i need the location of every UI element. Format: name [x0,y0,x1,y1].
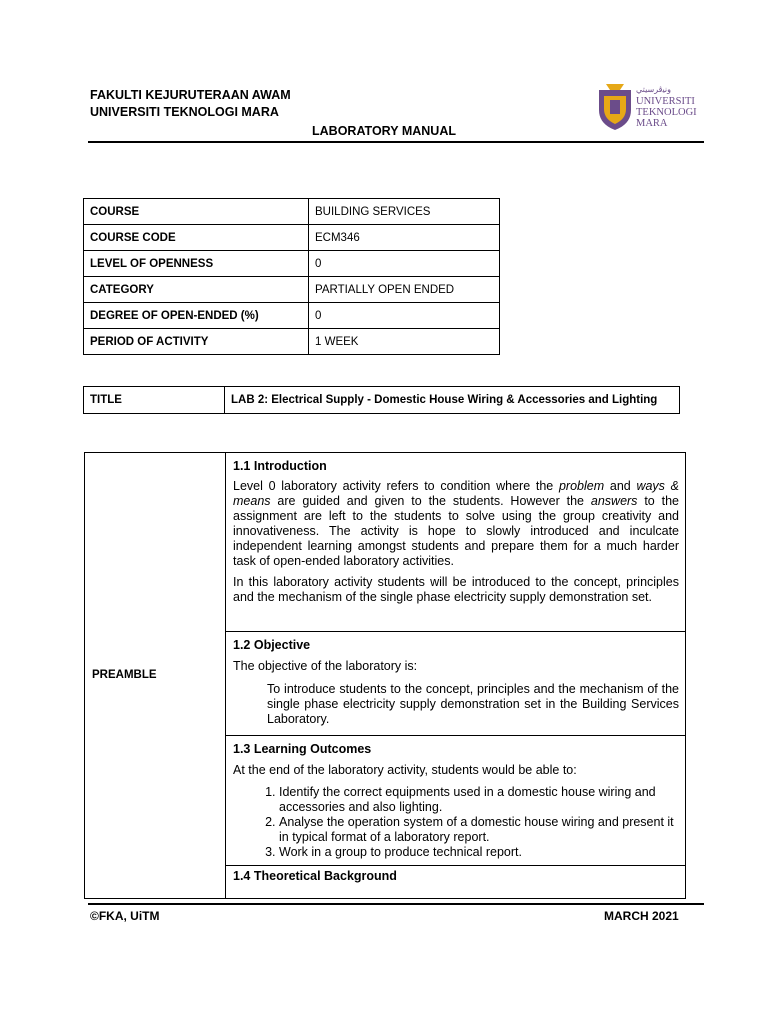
footer-rule [88,903,704,905]
uitm-logo [596,82,704,134]
divider [226,865,685,866]
table-row [84,277,500,303]
info-value: ECM346 [309,225,500,251]
intro-paragraph-2: In this laboratory activity students will be introduced to the concept, principles and the mechanism of the single phase electricity supply demonstration set. [233,575,679,604]
intro-paragraph [233,479,679,569]
preamble-label-cell [85,453,226,898]
table-row [84,199,500,225]
info-key: DEGREE OF OPEN-ENDED (%) [84,303,309,329]
section-learning-outcomes [233,742,679,860]
section-introduction [233,459,679,605]
table-row [84,329,500,355]
section-theoretical-background [233,869,679,883]
outcomes-intro: At the end of the laboratory activity, students would be able to: [233,763,577,777]
info-key: COURSE CODE [84,225,309,251]
outcomes-list [233,785,679,860]
section-heading: 1.3 Learning Outcomes [233,742,372,756]
text-run: and [604,479,637,493]
info-key: PERIOD OF ACTIVITY [84,329,309,355]
logo-line-3: MARA [636,118,668,129]
university-name: UNIVERSITI TEKNOLOGI MARA [90,105,279,119]
section-objective [233,638,679,727]
jawi-script: ﻭﻧﻴﭬﺮﺳﻴﺘﻲ [636,85,671,94]
course-info-table [83,198,500,355]
section-heading: 1.2 Objective [233,638,311,652]
objective-text: To introduce students to the concept, principles and the mechanism of the single phase electricity supply demonstration set in the Building Services Laboratory. [267,682,679,726]
list-item: 1. Identify the correct equipments used in a domestic house wiring and accessories and also lighting. [279,785,679,815]
objective-intro: The objective of the laboratory is: [233,659,418,673]
preamble-label: PREAMBLE [92,669,157,681]
info-key: LEVEL OF OPENNESS [84,251,309,277]
info-value: 0 [309,251,500,277]
footer-date: MARCH 2021 [604,909,679,923]
logo-line-1: UNIVERSITI [636,96,695,107]
divider [226,631,685,632]
table-row [84,251,500,277]
uitm-crest-icon [596,82,634,132]
logo-line-2: TEKNOLOGI [636,107,697,118]
info-value: 0 [309,303,500,329]
info-key: COURSE [84,199,309,225]
table-row [84,225,500,251]
info-key: CATEGORY [84,277,309,303]
divider [226,735,685,736]
section-heading: 1.4 Theoretical Background [233,869,397,883]
title-value: LAB 2: Electrical Supply - Domestic House Wiring & Accessories and Lighting [225,387,680,414]
table-row [84,387,680,414]
text-run: are guided and given to the students. However the [270,494,591,508]
footer-copyright: ©FKA, UiTM [90,909,160,923]
list-item: 3. Work in a group to produce technical report. [279,845,679,860]
text-run-italic: answers [590,494,638,508]
info-value: PARTIALLY OPEN ENDED [309,277,500,303]
info-value: 1 WEEK [309,329,500,355]
text-run-italic: problem [558,479,605,493]
document-title: LABORATORY MANUAL [312,124,456,138]
text-run-italic: ways & means [233,479,679,508]
title-key: TITLE [84,387,225,414]
preamble-box [84,452,686,899]
header-rule [88,141,704,143]
text-run: to the assignment are left to the students to solve using the group creativity and innovativeness. The activity is hope to slowly introduced and inculcate independent learning amongst students and prepare them for a much harder task of open-ended laboratory activities. [233,494,679,568]
list-item: 2. Analyse the operation system of a domestic house wiring and present it in typical format of a laboratory report. [279,815,679,845]
text-run: Level 0 laboratory activity refers to condition where the [233,479,559,493]
section-heading: 1.1 Introduction [233,459,327,473]
title-table [83,386,680,414]
table-row [84,303,500,329]
faculty-name: FAKULTI KEJURUTERAAN AWAM [90,88,291,102]
info-value: BUILDING SERVICES [309,199,500,225]
